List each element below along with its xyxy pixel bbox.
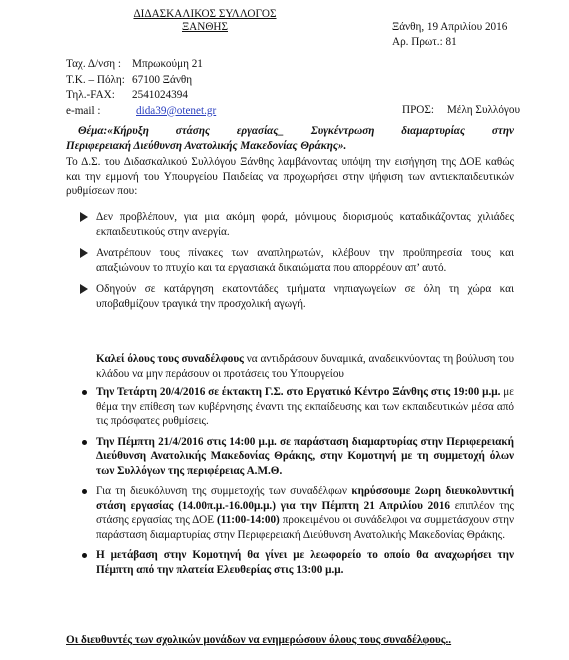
- document-meta: [392, 20, 507, 50]
- item-text: με θέμα την επίθεση των κυβέρνησης έναντι της εκπαίδευσης και των εκπαιδευτικών μέσα από τις πρόσφατες ρυθμίσεις.: [96, 386, 514, 427]
- organization-name: [120, 8, 290, 34]
- protocol-number: Αρ. Πρωτ.: 81: [392, 36, 457, 48]
- item-bold: Την Πέμπτη 21/4/2016 στις 14:00 μ.μ. σε παράσταση διαμαρτυρίας στην Περιφερειακή Διεύθυνση Ανατολικής Μακεδονίας Θράκης, στην Κομοτηνή με τη συμμετοχή όλων των Συλλόγων της περιφέρειας Α.Μ.Θ.: [96, 435, 514, 477]
- item-bold: Την Τετάρτη 20/4/2016 σε έκτακτη Γ.Σ. στο Εργατικό Κέντρο Ξάνθης στις 19:00 μ.μ.: [96, 386, 501, 398]
- arrow-bullet-icon: [80, 212, 88, 222]
- street-row: [66, 57, 216, 73]
- subject-word: στάσης: [175, 125, 210, 137]
- list-item: [66, 282, 514, 311]
- item-text: επιπλέον της στάσης εργασίας της ΔΟΕ: [96, 499, 514, 526]
- list-item: [66, 435, 514, 479]
- recipient-label: ΠΡΟΣ:: [402, 104, 435, 116]
- item-text: προκειμένου οι συνάδελφοι να συμμετάσχουν στην παράσταση διαμαρτυρίας στην Περιφερειακή Διεύθυνση Ανατολικής Μακεδονίας Θράκης.: [96, 514, 514, 541]
- subject-word: Συγκέντρωση: [310, 125, 375, 137]
- bullet-list: [66, 210, 514, 318]
- subject-word: εργασίας_: [236, 125, 284, 137]
- recipient: [402, 103, 520, 118]
- city-value: 67100 Ξάνθη: [132, 73, 193, 86]
- arrow-bullet-icon: [80, 284, 88, 294]
- street-value: Μπρωκούμη 21: [132, 58, 203, 70]
- subject-line-1: [66, 124, 514, 139]
- sender-address: [66, 57, 216, 119]
- list-item: [66, 246, 514, 275]
- dot-bullet-icon: [82, 489, 87, 494]
- list-item: [66, 548, 514, 577]
- org-line-1: ΔΙΔΑΣΚΑΛΙΚΟΣ ΣΥΛΛΟΓΟΣ: [133, 8, 277, 20]
- list-item: [66, 484, 514, 542]
- subject: [66, 124, 514, 153]
- item-bold: κηρύσσουμε 2ωρη διευκολυντική στάση εργασίας (14.00π.μ.-16.00μ.μ.) για την Πέμπτη 21 Απριλίου 2016: [96, 485, 514, 512]
- bullet-text: Δεν προβλέπουν, για μια ακόμη φορά, μόνιμους διορισμούς καταδικάζοντας χιλιάδες εκπαιδευτικούς στην ανεργία.: [96, 211, 514, 238]
- item-bold: Η μετάβαση στην Κομοτηνή θα γίνει με λεωφορείο το οποίο θα αναχωρήσει την Πέμπτη από την πλατεία Ελευθερίας στις 13:00 μ.μ.: [96, 549, 514, 576]
- city-label: Τ.Κ. – Πόλη:: [66, 73, 125, 86]
- bullet-text: Οδηγούν σε κατάργηση εκατοντάδες τμήματα νηπιαγωγείων σε όλη τη χώρα και υποβαθμίζουν τραγικά την προσχολική αγωγή.: [96, 283, 514, 310]
- call-bold: Καλεί όλους τους συναδέλφους: [96, 353, 244, 365]
- item-bold: (11:00-14:00): [217, 514, 280, 526]
- list-item: [66, 210, 514, 239]
- subject-word: στην: [491, 125, 514, 137]
- org-line-2: ΞΑΝΘΗΣ: [181, 21, 229, 33]
- phone-row: [66, 88, 216, 104]
- recipient-value: Μέλη Συλλόγου: [446, 104, 521, 116]
- footer-note: Οι διευθυντές των σχολικών μονάδων να ενημερώσουν όλους τους συναδέλφους..: [66, 634, 452, 646]
- city-row: [66, 73, 216, 89]
- phone-label: Τηλ.-FAX:: [66, 89, 115, 101]
- subject-word: διαμαρτυρίας: [401, 125, 465, 137]
- dot-bullet-icon: [82, 440, 87, 445]
- street-label: Ταχ. Δ/νση :: [66, 58, 122, 70]
- subject-line-2: Περιφερειακή Διεύθυνση Ανατολικής Μακεδονίας Θράκης».: [66, 139, 347, 152]
- dot-bullet-icon: [82, 390, 87, 395]
- call-section: [66, 352, 514, 583]
- bullet-text: Ανατρέπουν τους πίνακες των αναπληρωτών, κλέβουν την προϋπηρεσία τους και απαξιώνουν το πτυχίο και τα εργασιακά δικαιώματα που απορρέουν απ’ αυτό.: [96, 247, 514, 274]
- email-link[interactable]: dida39@otenet.gr: [136, 104, 217, 117]
- email-row: [66, 104, 216, 120]
- intro-paragraph: Το Δ.Σ. του Διδασκαλικού Συλλόγου Ξάνθης λαμβάνοντας υπόψη την εισήγηση της ΔΟΕ καθώς και την εμμονή του Υπουργείου Παιδείας να προχωρήσει στην ψήφιση των αντιεκπαιδευτικών ρυθμίσεων που:: [66, 156, 514, 197]
- list-item: [66, 385, 514, 429]
- document-date: Ξάνθη, 19 Απριλίου 2016: [392, 21, 508, 33]
- call-heading: [66, 352, 514, 381]
- subject-label: Θέμα:«Κήρυξη: [78, 125, 149, 137]
- call-rest: να αντιδράσουν δυναμικά, αναδεικνύοντας τη βούλυση του κλάδου να μην περάσουν οι προτάσεις του Υπουργείου: [96, 353, 514, 380]
- dot-bullet-icon: [82, 553, 87, 558]
- item-text: Για τη διευκόλυνση της συμμετοχής των συναδέλφων: [96, 485, 352, 497]
- email-label: e-mail :: [66, 104, 101, 117]
- phone-value: 2541024394: [132, 89, 188, 101]
- action-list: [66, 385, 514, 577]
- arrow-bullet-icon: [80, 248, 88, 258]
